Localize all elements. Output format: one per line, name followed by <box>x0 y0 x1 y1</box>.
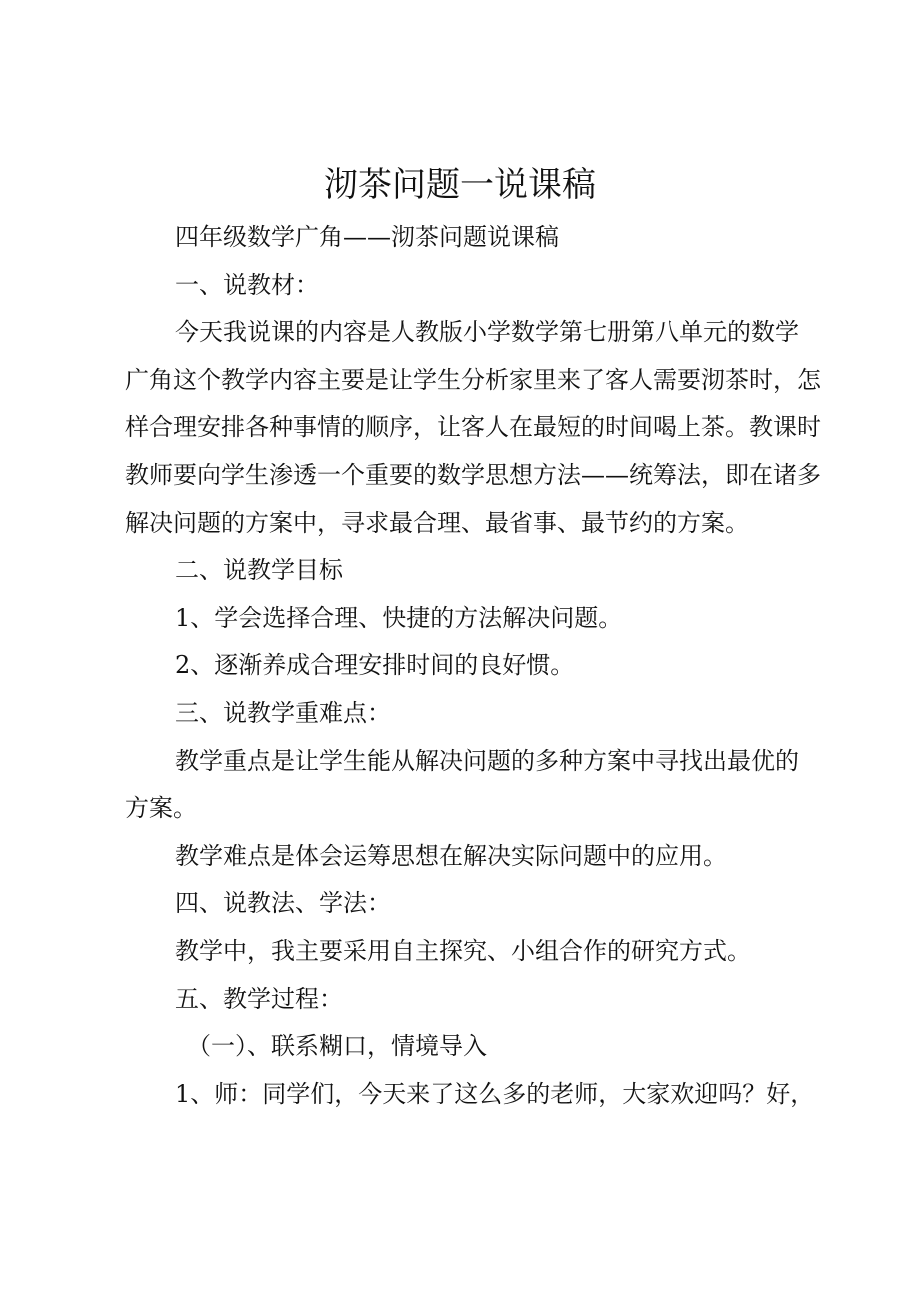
section-heading: 一、说教材： <box>175 270 319 299</box>
section-heading: 四、说教法、学法： <box>175 889 391 918</box>
paragraph-line: 教学难点是体会运筹思想在解决实际问题中的应用。 <box>175 841 727 870</box>
section-heading: 二、说教学目标 <box>175 556 343 585</box>
paragraph-line: 教学重点是让学生能从解决问题的多种方案中寻找出最优的 <box>175 746 799 775</box>
paragraph-line: 今天我说课的内容是人教版小学数学第七册第八单元的数学 <box>175 318 799 347</box>
document-title: 沏茶问题一说课稿 <box>324 165 596 205</box>
paragraph-line: 1、师：同学们，今天来了这么多的老师，大家欢迎吗？好， <box>175 1079 815 1108</box>
document-body <box>125 214 821 1118</box>
paragraph-line: 解决问题的方案中，寻求最合理、最省事、最节约的方案。 <box>125 508 749 537</box>
paragraph-line: 教学中，我主要采用自主探究、小组合作的研究方式。 <box>175 936 751 965</box>
paragraph-line: 广角这个教学内容主要是让学生分析家里来了客人需要沏茶时，怎 <box>125 365 821 394</box>
section-heading: 三、说教学重难点： <box>175 698 391 727</box>
paragraph-line: 教师要向学生渗透一个重要的数学思想方法——统筹法，即在诸多 <box>125 460 821 489</box>
paragraph-line: 方案。 <box>125 794 197 823</box>
section-heading: 五、教学过程： <box>175 984 343 1013</box>
subtitle: 四年级数学广角——沏茶问题说课稿 <box>175 223 559 251</box>
paragraph-line: 样合理安排各种事情的顺序，让客人在最短的时间喝上茶。教课时 <box>125 413 821 442</box>
subsection-heading: （一）、联系糊口，情境导入 <box>187 1032 487 1061</box>
list-item: 2、逐渐养成合理安排时间的良好惯。 <box>175 651 575 680</box>
list-item: 1、学会选择合理、快捷的方法解决问题。 <box>175 603 623 632</box>
